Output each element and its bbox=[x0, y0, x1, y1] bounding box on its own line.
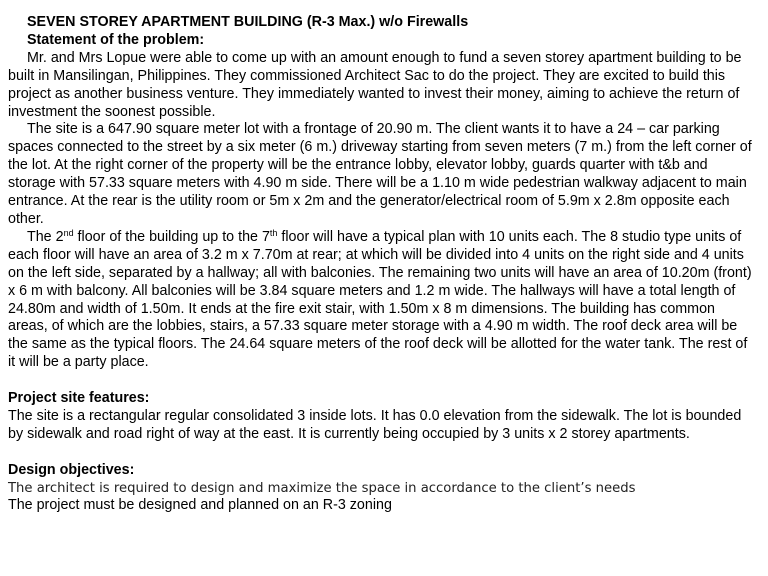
superscript-th: th bbox=[269, 227, 278, 238]
design-objective-1: The architect is required to design and maximize the space in accordance to the client’s needs bbox=[8, 480, 636, 496]
paragraph-floor-plan bbox=[8, 229, 758, 372]
design-objectives-heading: Design objectives: bbox=[8, 461, 135, 478]
floor-plan-text-3: floor will have a typical plan with 10 units each. The 8 studio type units of each floor will have an area of 3.2 m x 7.70m at rear; at which will be divided into 4 units on the right side and 4 units on the left side, separated by a hallway; all with balconies. The remaining two units will have an area of 10.20m (front) x 6 m with balcony. All balconies will be 3.84 square meters and 1.2 m wide. The hallways will have a total length of 24.80m and width of 1.50m. It ends at the fire exit stair, with 1.50m x 8 m dimensions. The building has common areas, of which are the lobbies, stairs, a 57.33 square meter storage with a 4.90 m width. The roof deck area will be the same as the typical floors. The 24.64 square meters of the roof deck will be allotted for the water tank. The rest of it will be a party place. bbox=[8, 228, 752, 371]
document-title: SEVEN STOREY APARTMENT BUILDING (R-3 Max.) w/o Firewalls bbox=[27, 14, 469, 30]
superscript-nd: nd bbox=[63, 227, 74, 238]
floor-plan-text-1: The 2 bbox=[27, 228, 64, 245]
paragraph-site-description: The site is a 647.90 square meter lot with a frontage of 20.90 m. The client wants it to have a 24 – car parking spaces connected to the street by a six meter (6 m.) driveway starting from seven meters (7 m.) from the left corner of the lot. At the right corner of the property will be the entrance lobby, elevator lobby, guards quarter with t&b and storage with 57.33 square meters with 4.90 m side. There will be a 1.10 m wide pedestrian walkway adjacent to main entrance. At the rear is the utility room or 5m x 2m and the generator/electrical room of 5.9m x 2.8m opposite each other. bbox=[8, 121, 752, 227]
floor-plan-text-2: floor of the building up to the 7 bbox=[73, 228, 270, 245]
site-features-text: The site is a rectangular regular consolidated 3 inside lots. It has 0.0 elevation from the sidewalk. The lot is bounded by sidewalk and road right of way at the east. It is currently being occupied by 3 units x 2 storey apartments. bbox=[8, 407, 742, 442]
design-objective-2: The project must be designed and planned on an R-3 zoning bbox=[8, 497, 392, 514]
paragraph-client-intro: Mr. and Mrs Lopue were able to come up with an amount enough to fund a seven storey apartment building to be built in Mansilingan, Philippines. They commissioned Architect Sac to do the project. They are excited to build this project as another business venture. They immediately wanted to invest their money, aiming to achieve the return of investment the soonest possible. bbox=[8, 49, 742, 120]
problem-statement-heading: Statement of the problem: bbox=[27, 31, 205, 48]
site-features-heading: Project site features: bbox=[8, 390, 150, 407]
